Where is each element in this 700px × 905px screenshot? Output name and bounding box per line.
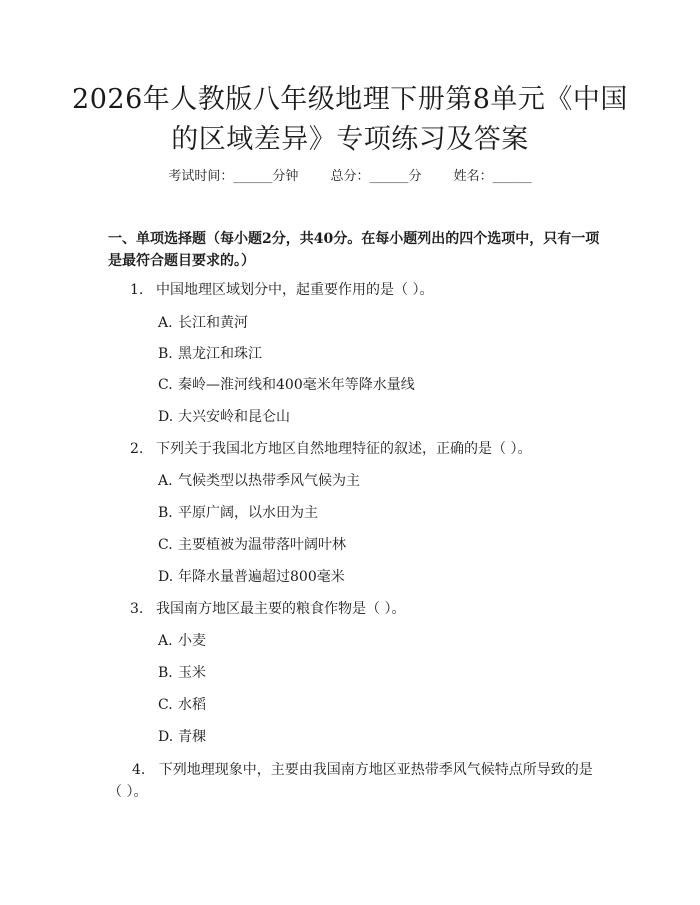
option-3b <box>158 662 206 684</box>
option-1c <box>158 374 415 396</box>
name-field: 姓名：______ <box>453 169 532 184</box>
question-1 <box>130 279 433 301</box>
option-letter: B. <box>158 665 173 681</box>
option-1b <box>158 343 262 365</box>
question-text: 下列地理现象中，主要由我国南方地区亚热带季风气候特点所导致的是（ ）。 <box>108 762 593 800</box>
question-text: 下列关于我国北方地区自然地理特征的叙述，正确的是（ ）。 <box>156 441 532 457</box>
question-text: 我国南方地区最主要的粮食作物是（ ）。 <box>156 601 406 617</box>
option-letter: C. <box>158 537 173 553</box>
option-text: 年降水量普遍超过800毫米 <box>178 569 345 585</box>
exam-time-field: 考试时间：______分钟 <box>168 169 299 184</box>
question-number: 1. <box>130 282 144 298</box>
option-1d <box>158 406 290 428</box>
option-3c <box>158 694 206 716</box>
option-2c <box>158 534 346 556</box>
option-letter: D. <box>158 569 174 585</box>
option-letter: B. <box>158 505 173 521</box>
option-letter: C. <box>158 377 173 393</box>
exam-meta <box>0 168 700 186</box>
option-2b <box>158 502 318 524</box>
option-letter: B. <box>158 346 173 362</box>
option-text: 平原广阔，以水田为主 <box>178 505 318 521</box>
option-text: 水稻 <box>178 697 206 713</box>
option-text: 青稞 <box>178 729 206 745</box>
option-2a <box>158 470 360 492</box>
question-3 <box>130 598 405 620</box>
option-letter: A. <box>158 473 173 489</box>
option-letter: D. <box>158 409 174 425</box>
page-title: 2026年人教版八年级地理下册第8单元《中国的区域差异》专项练习及答案 <box>72 84 628 155</box>
question-text: 中国地理区域划分中，起重要作用的是（ ）。 <box>156 282 434 298</box>
question-4 <box>108 759 596 803</box>
question-2 <box>130 438 531 460</box>
option-3d <box>158 726 206 748</box>
option-letter: D. <box>158 729 174 745</box>
option-letter: A. <box>158 315 173 331</box>
option-text: 大兴安岭和昆仑山 <box>178 409 290 425</box>
option-text: 主要植被为温带落叶阔叶林 <box>178 537 346 553</box>
total-score-field: 总分：______分 <box>330 169 422 184</box>
option-text: 小麦 <box>178 633 206 649</box>
option-text: 气候类型以热带季风气候为主 <box>178 473 360 489</box>
question-number: 2. <box>130 441 144 457</box>
option-letter: A. <box>158 633 173 649</box>
option-text: 长江和黄河 <box>178 315 248 331</box>
option-letter: C. <box>158 697 173 713</box>
option-text: 黑龙江和珠江 <box>178 346 262 362</box>
option-3a <box>158 630 206 652</box>
option-text: 玉米 <box>178 665 206 681</box>
option-1a <box>158 312 248 334</box>
question-number: 3. <box>130 601 144 617</box>
section-heading: 一、单项选择题（每小题2分，共40分。在每小题列出的四个选项中，只有一项是最符合题目要求的。） <box>108 231 600 269</box>
option-text: 秦岭—淮河线和400毫米年等降水量线 <box>178 377 415 393</box>
question-number: 4. <box>132 762 146 778</box>
option-2d <box>158 566 345 588</box>
